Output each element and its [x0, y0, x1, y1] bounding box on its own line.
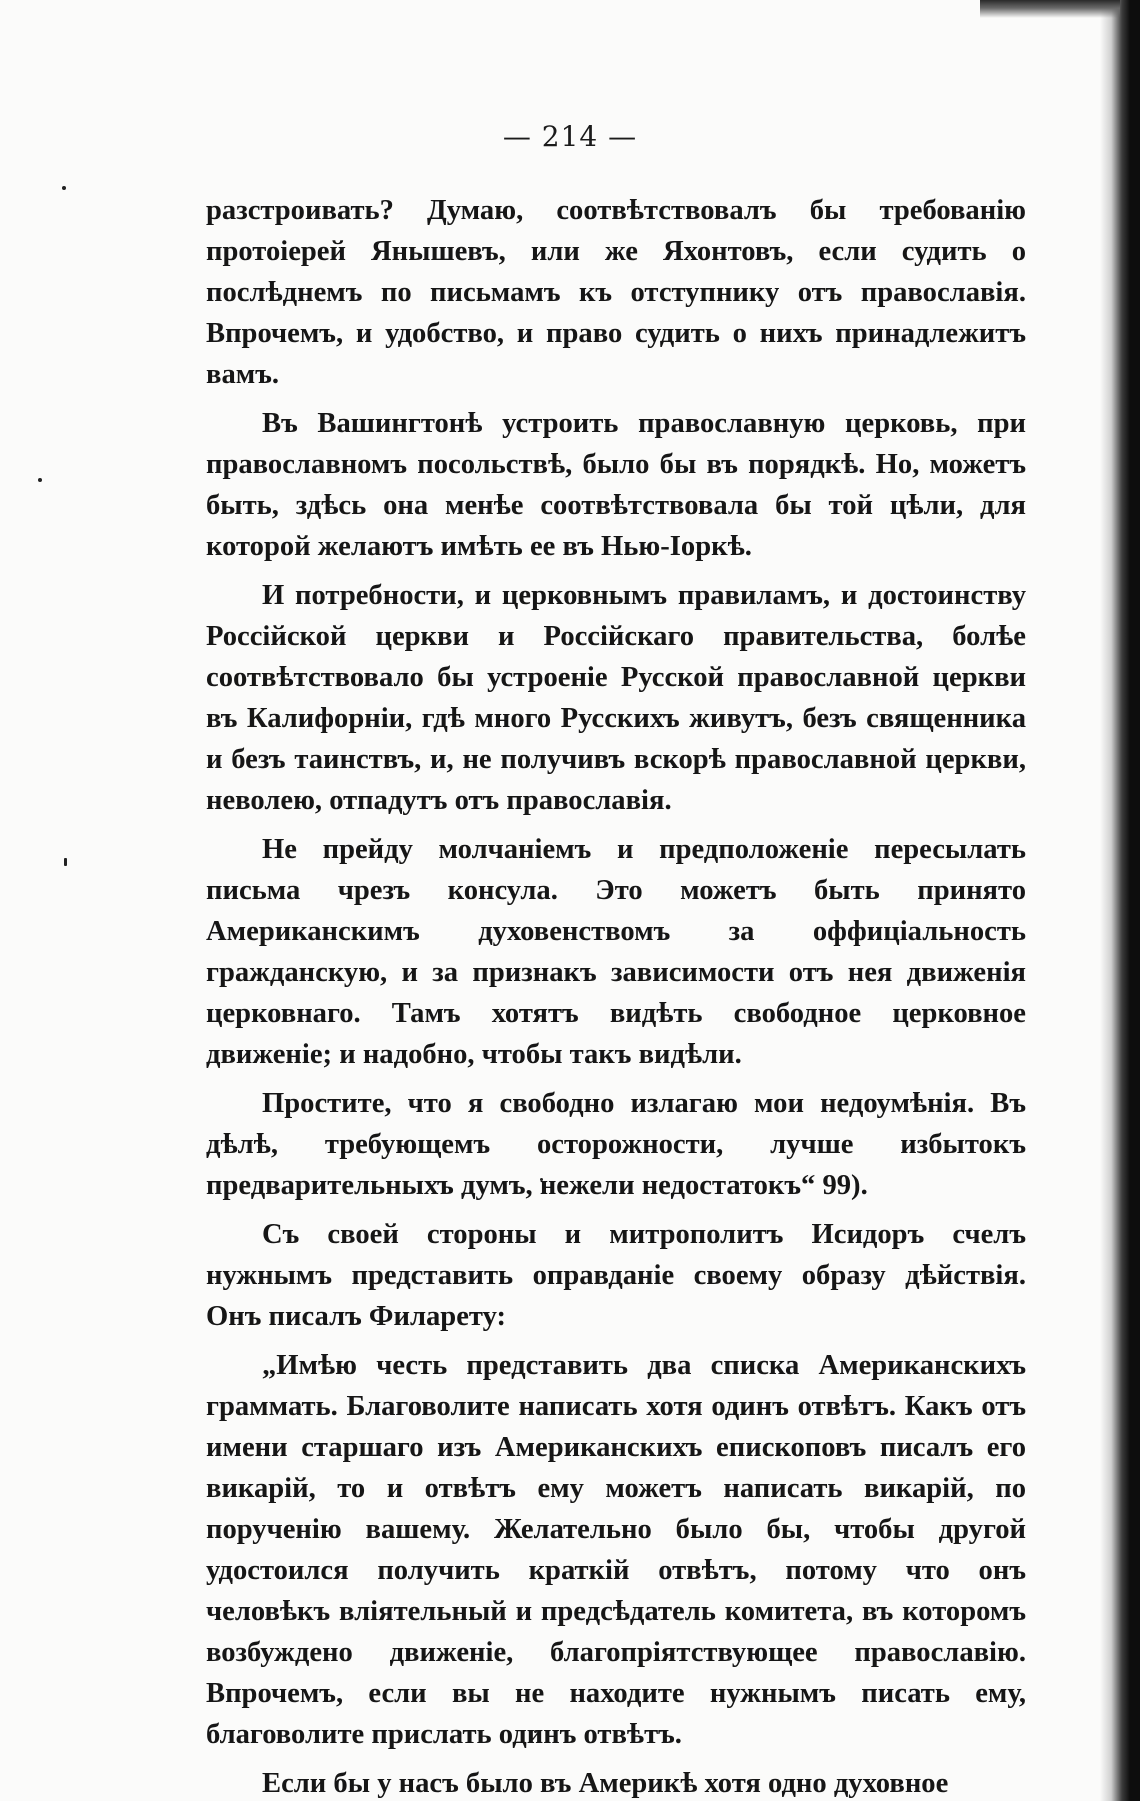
paragraph: И потребности, и церковнымъ правиламъ, и достоинству Россійской церкви и Россійскаго правительства, болѣе соотвѣтствовало бы устроеніе Русской православной церкви въ Калифорніи, гдѣ много Русскихъ живутъ, безъ священника и безъ таинствъ, и, не получивъ вскорѣ православной церкви, неволею, отпадутъ отъ православія. [206, 580, 1026, 816]
paragraph: Не прейду молчаніемъ и предположеніе пересылать письма чрезъ консула. Это можетъ быть принято Американскимъ духовенствомъ за оффиціальность гражданскую, и за признакъ зависимости отъ нея движенія церковнаго. Тамъ хотятъ видѣть свободное церковное движеніе; и надобно, чтобы такъ видѣли. [206, 834, 1026, 1070]
paragraph: „Имѣю честь представить два списка Американскихъ граммать. Благоволите написать хотя одинъ отвѣтъ. Какъ отъ имени старшаго изъ Американскихъ епископовъ писалъ его викарій, то и отвѣтъ ему можетъ написать викарій, по порученію вашему. Желательно было бы, чтобы другой удостоился получить краткій отвѣтъ, потому что онъ человѣкъ вліятельный и предсѣдатель комитета, въ которомъ возбуждено движеніе, благопріятствующее православію. Впрочемъ, если вы не находите нужнымъ писать ему, благоволите прислать одинъ отвѣтъ. [206, 1350, 1026, 1750]
scan-speck [62, 186, 66, 190]
paragraph: Съ своей стороны и митрополитъ Исидоръ счелъ нужнымъ представить оправданіе своему образу дѣйствія. Онъ писалъ Филарету: [206, 1219, 1026, 1332]
paragraph: Если бы у насъ было въ Америкѣ хотя одно духовное [262, 1768, 949, 1799]
paragraph: Простите, что я свободно излагаю мои недоумѣнія. Въ дѣлѣ, требующемъ осторожности, лучше избытокъ предварительныхъ думъ, нежели недостатокъ“ 99). [206, 1088, 1026, 1201]
paragraph: разстроивать? Думаю, соотвѣтствовалъ бы требованію протоіерей Янышевъ, или же Яхонтовъ, если судить о послѣднемъ по письмамъ къ отступнику отъ православія. Впрочемъ, и удобство, и право судить о нихъ принадлежитъ вамъ. [206, 195, 1026, 390]
page-number: — 214 — [502, 120, 638, 153]
scan-speck [64, 858, 67, 866]
scan-edge [1100, 0, 1140, 1801]
scan-speck [38, 478, 42, 482]
body-text [206, 190, 1026, 1804]
scan-edge-top [980, 0, 1120, 18]
paragraph: Въ Вашингтонѣ устроить православную церковь, при православномъ посольствѣ, было бы въ порядкѣ. Но, можетъ быть, здѣсь она менѣе соотвѣтствовала бы той цѣли, для которой желаютъ имѣть ее въ Нью-Іоркѣ. [206, 408, 1026, 562]
